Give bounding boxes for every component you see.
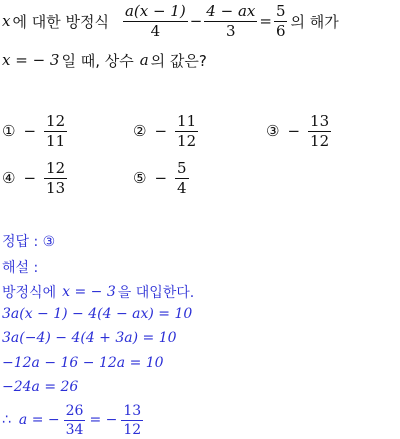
question-var-x: x bbox=[2, 12, 11, 30]
question-condition-text: 일 때, 상수 bbox=[61, 51, 134, 70]
equals-sign: = bbox=[259, 12, 272, 30]
choice-denominator: 4 bbox=[177, 178, 187, 197]
solution-step-3: −12a − 16 − 12a = 10 bbox=[2, 355, 164, 371]
choice-denominator: 12 bbox=[310, 131, 330, 150]
question-var-a: a bbox=[139, 51, 149, 69]
question-ask: 의 값은? bbox=[150, 51, 207, 70]
answer-label: 정답 : ③ bbox=[2, 234, 56, 250]
choice-fraction bbox=[175, 111, 198, 150]
final-equals: = − bbox=[89, 412, 118, 428]
choice-fraction bbox=[44, 111, 67, 150]
solution-step-1: 3a(x − 1) − 4(4 − ax) = 10 bbox=[2, 306, 193, 322]
choice-3[interactable] bbox=[266, 111, 331, 151]
final-fraction-1-numerator: 26 bbox=[65, 402, 84, 419]
fraction-1 bbox=[123, 1, 188, 40]
choice-marker: ① bbox=[2, 122, 16, 140]
question-line-1 bbox=[2, 2, 339, 40]
choice-fraction bbox=[175, 158, 189, 197]
explanation-label: 해설 : bbox=[2, 260, 39, 276]
choice-marker: ⑤ bbox=[133, 169, 147, 187]
final-var: a = − bbox=[18, 412, 60, 428]
minus-sign: − bbox=[189, 12, 203, 30]
choice-5[interactable] bbox=[133, 158, 189, 198]
step0-suffix: 을 대입한다. bbox=[117, 285, 195, 301]
question-text: 에 대한 방정식 bbox=[12, 12, 109, 31]
question-line-2 bbox=[2, 49, 207, 71]
choice-numerator: 11 bbox=[177, 111, 197, 130]
choice-numerator: 13 bbox=[310, 111, 330, 130]
question-condition-expr: x = − 3 bbox=[2, 51, 60, 69]
choice-sign: − bbox=[23, 122, 37, 140]
choice-sign: − bbox=[154, 122, 168, 140]
solution-step-2: 3a(−4) − 4(4 + 3a) = 10 bbox=[2, 330, 177, 346]
fraction-3 bbox=[274, 1, 288, 40]
final-fraction-2 bbox=[121, 404, 143, 437]
choice-fraction bbox=[308, 111, 331, 150]
choice-numerator: 12 bbox=[46, 158, 66, 177]
choice-4[interactable] bbox=[2, 158, 67, 198]
choice-fraction bbox=[44, 158, 67, 197]
choice-denominator: 13 bbox=[46, 178, 66, 197]
choice-sign: − bbox=[287, 122, 301, 140]
choice-denominator: 11 bbox=[46, 131, 66, 150]
choice-1[interactable] bbox=[2, 111, 67, 151]
choice-numerator: 12 bbox=[46, 111, 66, 130]
choice-sign: − bbox=[154, 169, 168, 187]
solution-final bbox=[2, 402, 143, 438]
choice-marker: ④ bbox=[2, 169, 16, 187]
final-fraction-2-denominator: 12 bbox=[123, 421, 142, 438]
choice-denominator: 12 bbox=[177, 131, 197, 150]
choice-marker: ③ bbox=[266, 122, 280, 140]
fraction-1-denominator: 4 bbox=[150, 21, 161, 40]
final-fraction-1 bbox=[64, 404, 86, 437]
choice-2[interactable] bbox=[133, 111, 198, 151]
therefore-symbol: ∴ bbox=[2, 412, 11, 428]
choice-marker: ② bbox=[133, 122, 147, 140]
question-tail: 의 해가 bbox=[290, 12, 339, 31]
solution-step-4: −24a = 26 bbox=[2, 379, 79, 395]
fraction-2-numerator: 4 − ax bbox=[206, 1, 256, 20]
final-fraction-2-numerator: 13 bbox=[123, 402, 142, 419]
fraction-1-numerator: a(x − 1) bbox=[124, 1, 186, 20]
fraction-2-denominator: 3 bbox=[226, 21, 236, 40]
step0-expr: x = − 3 bbox=[62, 284, 116, 300]
final-fraction-1-denominator: 34 bbox=[65, 421, 84, 438]
choice-numerator: 5 bbox=[177, 158, 187, 177]
step0-prefix: 방정식에 bbox=[2, 285, 57, 301]
fraction-3-numerator: 5 bbox=[275, 1, 286, 20]
choice-sign: − bbox=[23, 169, 37, 187]
fraction-2 bbox=[204, 1, 257, 40]
fraction-3-denominator: 6 bbox=[275, 21, 286, 40]
solution-step-0 bbox=[2, 282, 194, 302]
